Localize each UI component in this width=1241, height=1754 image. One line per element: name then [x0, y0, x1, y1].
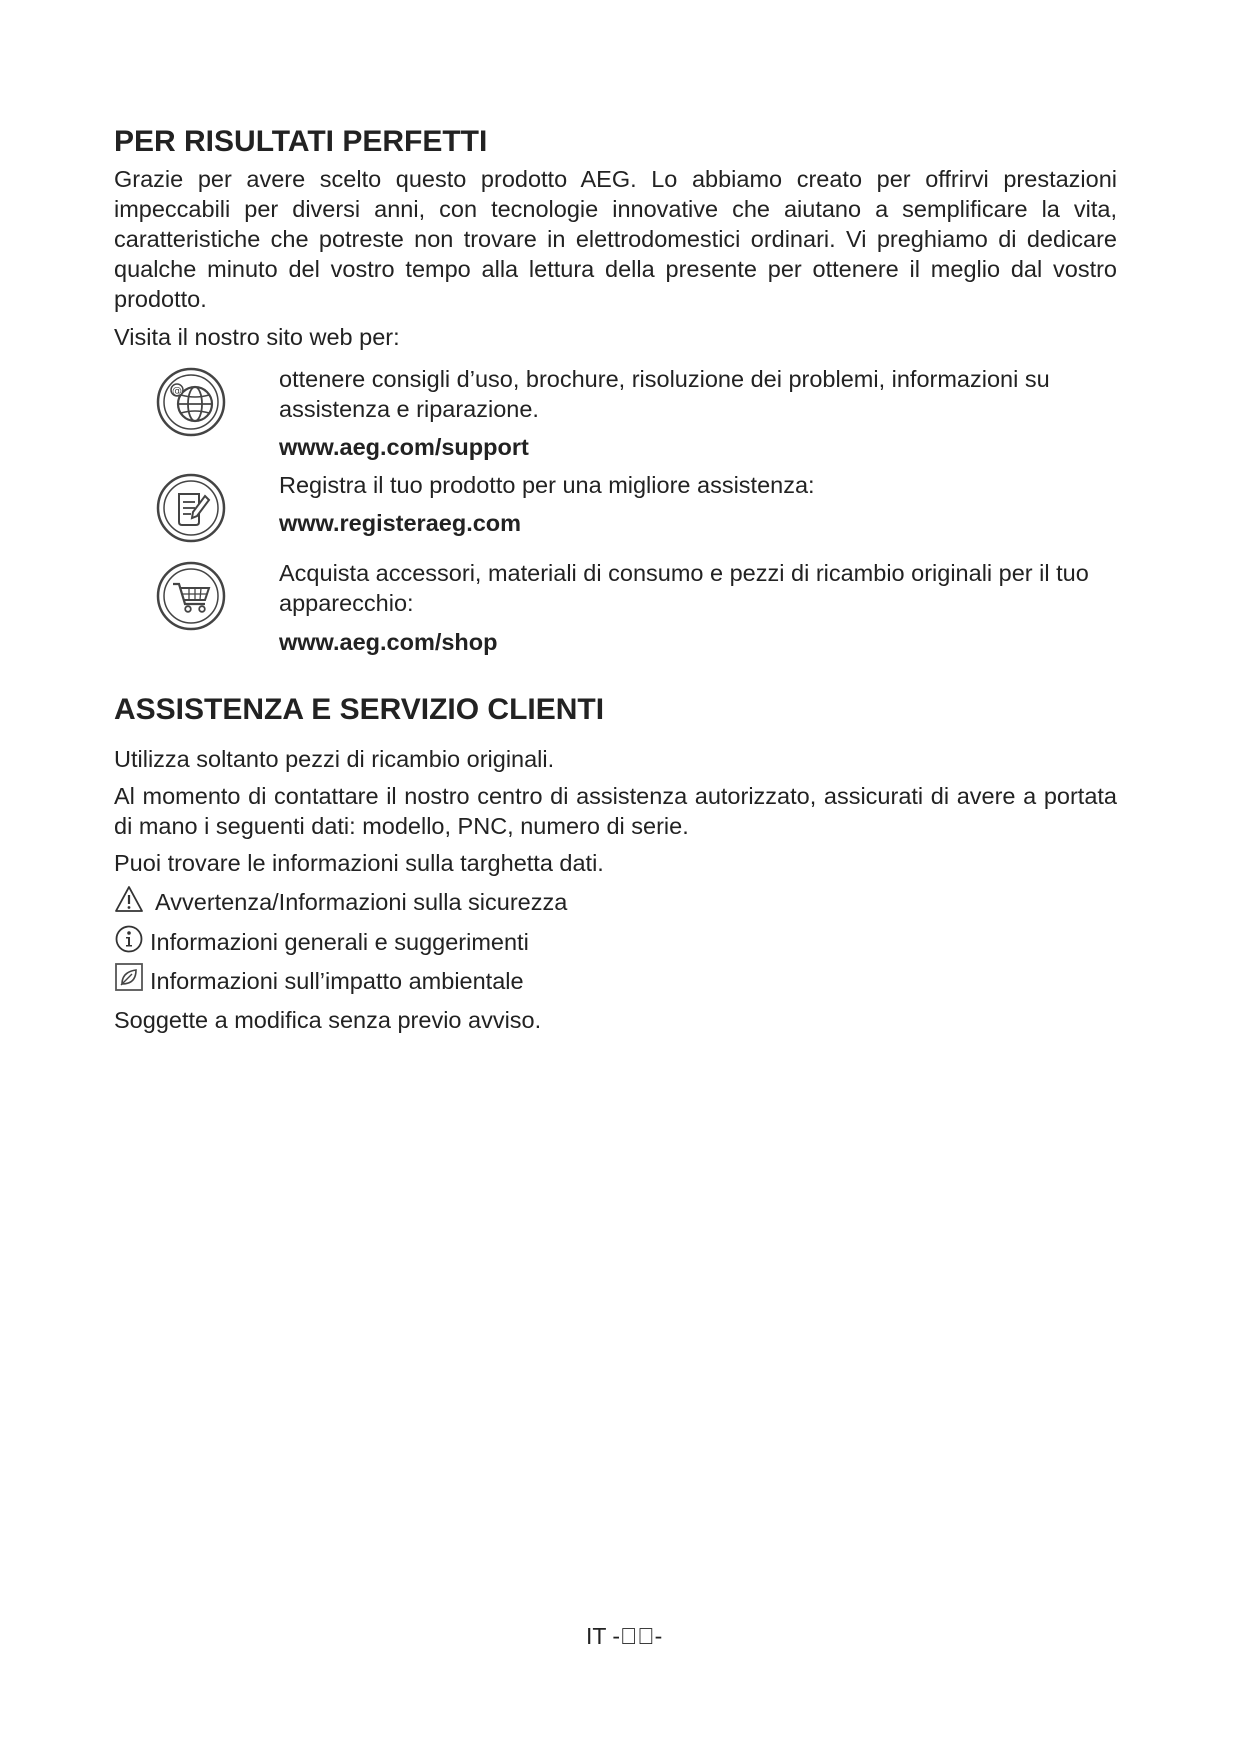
change-notice-text: Soggette a modifica senza previo avviso.: [114, 1007, 542, 1033]
intro-paragraph: Grazie per avere scelto questo prodotto AEG. Lo abbiamo creato per offrirvi prestazioni impeccabili per diversi anni, con tecnologie innovative che aiutano a semplificare la vita, caratteristiche che potreste non trovare in elettrodomestici ordinari. Vi preghiamo di dedicare qualche minuto del vostro tempo alla lettura della presente per ottenere il meglio dal vostro prodotto.: [114, 166, 1117, 312]
page-number: IT -  -: [586, 1623, 663, 1649]
item-register-text: Registra il tuo prodotto per una migliore assistenza:: [279, 472, 815, 498]
item-shop-text: Acquista accessori, materiali di consumo e pezzi di ricambio originali per il tuo apparecchio:: [279, 560, 1089, 616]
section-title-assistenza: ASSISTENZA E SERVIZIO CLIENTI: [114, 693, 605, 726]
support-link[interactable]: www.aeg.com/support: [279, 434, 529, 460]
info-icon: [114, 924, 144, 954]
rating-plate-text: Puoi trovare le informazioni sulla targhetta dati.: [114, 850, 604, 876]
original-parts-text: Utilizza soltanto pezzi di ricambio originali.: [114, 746, 555, 772]
section-title-per-risultati: PER RISULTATI PERFETTI: [114, 125, 488, 158]
register-icon: [155, 472, 227, 544]
legend-environment-text: Informazioni sull’impatto ambientale: [150, 968, 524, 994]
visit-text: Visita il nostro sito web per:: [114, 324, 400, 350]
leaf-icon: [114, 962, 144, 992]
legend-info-text: Informazioni generali e suggerimenti: [150, 929, 529, 955]
item-support-text: ottenere consigli d’uso, brochure, risoluzione dei problemi, informazioni su assistenza e riparazione.: [279, 366, 1050, 422]
warning-icon: [114, 884, 144, 914]
svg-text:@: @: [172, 386, 182, 397]
contact-info-paragraph: Al momento di contattare il nostro centro di assistenza autorizzato, assicurati di avere a portata di mano i seguenti dati: modello, PNC, numero di serie.: [114, 783, 1117, 839]
register-link[interactable]: www.registeraeg.com: [279, 510, 522, 536]
globe-icon: [155, 366, 227, 438]
cart-icon: [155, 560, 227, 632]
legend-warning-text: Avvertenza/Informazioni sulla sicurezza: [155, 889, 568, 915]
shop-link[interactable]: www.aeg.com/shop: [279, 629, 498, 655]
